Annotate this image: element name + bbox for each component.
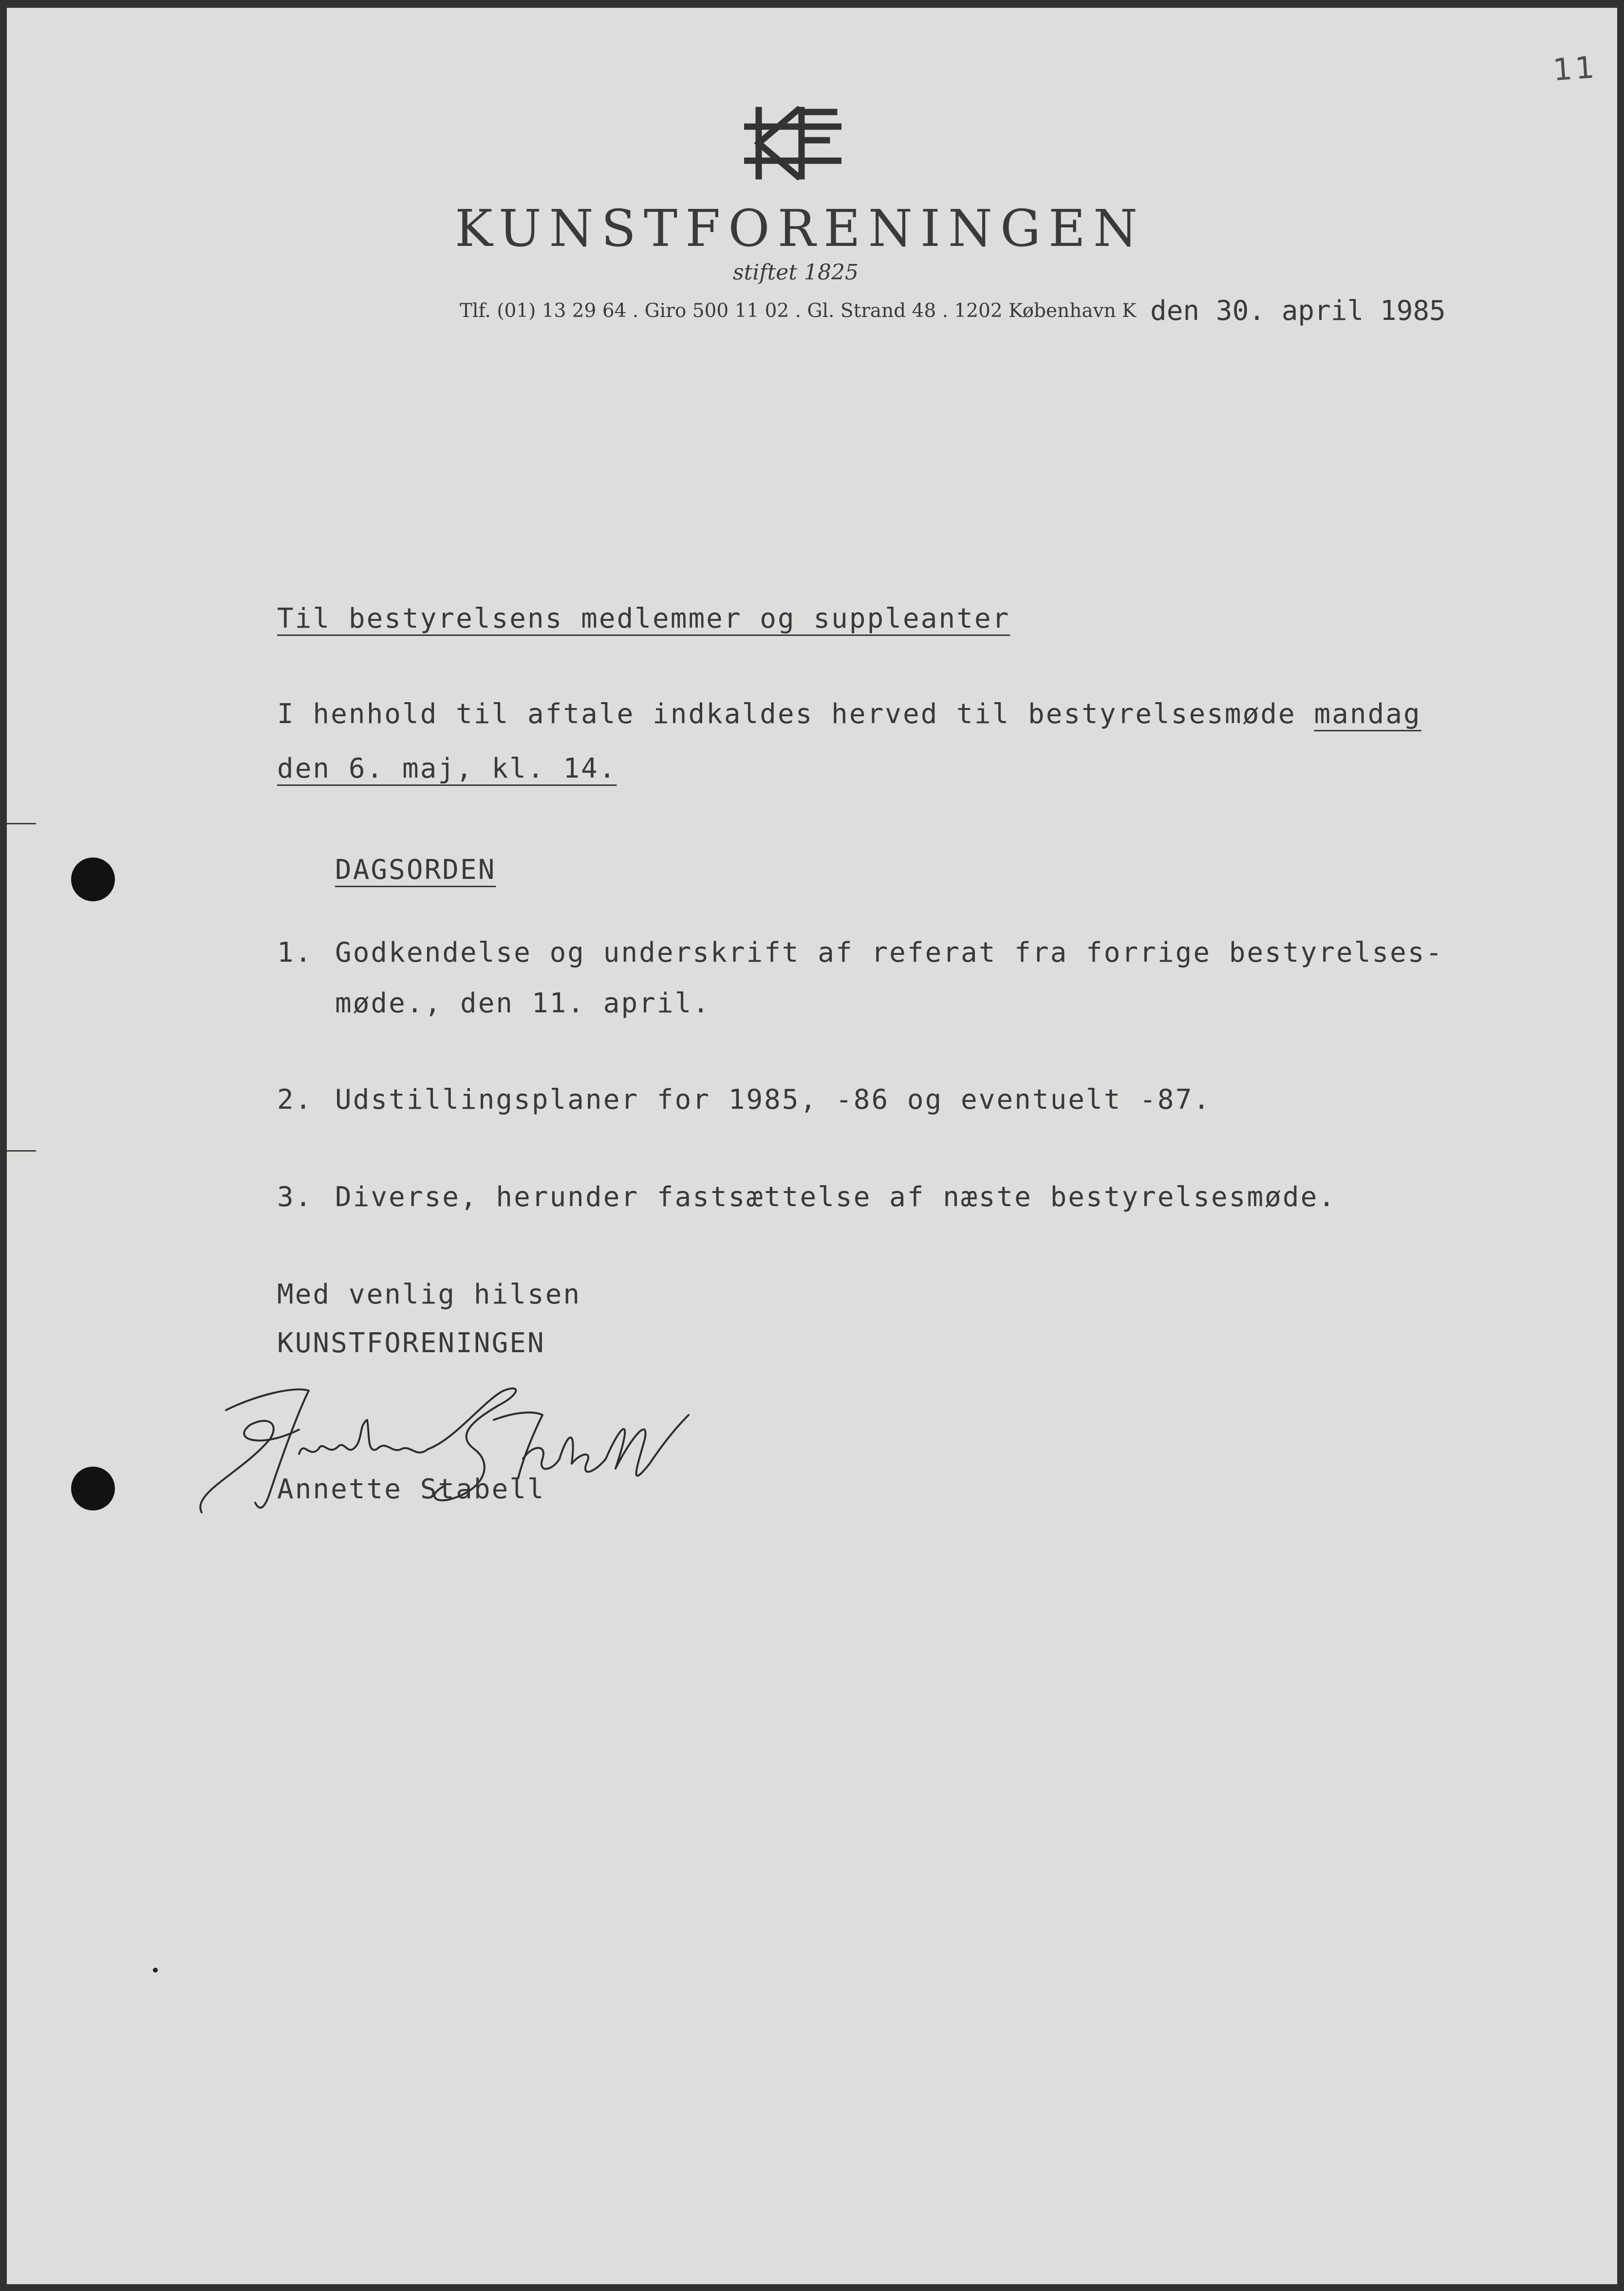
intro-text: I henhold til aftale indkaldes herved til bestyrelsesmøde (277, 698, 1314, 730)
letter-page (7, 8, 1617, 2284)
punch-hole-bottom (71, 1467, 115, 1510)
agenda-item-1-number: 1. (277, 937, 313, 969)
founded-year: stiftet 1825 (733, 260, 859, 285)
recipient-line: Til bestyrelsens medlemmer og suppleanter (277, 603, 1010, 634)
agenda-item-2-number: 2. (277, 1084, 313, 1116)
org-name: KUNSTFORENINGEN (455, 199, 1145, 258)
agenda-item-1-line-2: møde., den 11. april. (335, 987, 711, 1019)
agenda-item-3-number: 3. (277, 1181, 313, 1213)
letter-date: den 30. april 1985 (1150, 295, 1446, 327)
kf-monogram-logo (744, 106, 841, 180)
intro-emphasis: mandag (1314, 698, 1421, 730)
fold-mark-top (7, 823, 36, 824)
signatory-name: Annette Stabell (277, 1473, 545, 1505)
closing-org: KUNSTFORENINGEN (277, 1327, 545, 1359)
agenda-item-3-line-1: Diverse, herunder fastsættelse af næste bestyrelsesmøde. (335, 1181, 1337, 1213)
closing-greeting: Med venlig hilsen (277, 1279, 581, 1310)
punch-hole-top (71, 857, 115, 901)
agenda-title: DAGSORDEN (335, 854, 496, 886)
page-number: 11 (1551, 49, 1599, 88)
intro-line-1 (277, 698, 1421, 730)
paper-speck (153, 1968, 158, 1973)
agenda-item-1-line-1: Godkendelse og underskrift af referat fra forrige bestyrelses- (335, 937, 1444, 969)
contact-line: Tlf. (01) 13 29 64 . Giro 500 11 02 . Gl. Strand 48 . 1202 København K (460, 300, 1137, 322)
agenda-item-2-line-1: Udstillingsplaner for 1985, -86 og eventuelt -87. (335, 1084, 1212, 1116)
fold-mark-bottom (7, 1150, 36, 1152)
intro-line-2: den 6. maj, kl. 14. (277, 753, 617, 784)
